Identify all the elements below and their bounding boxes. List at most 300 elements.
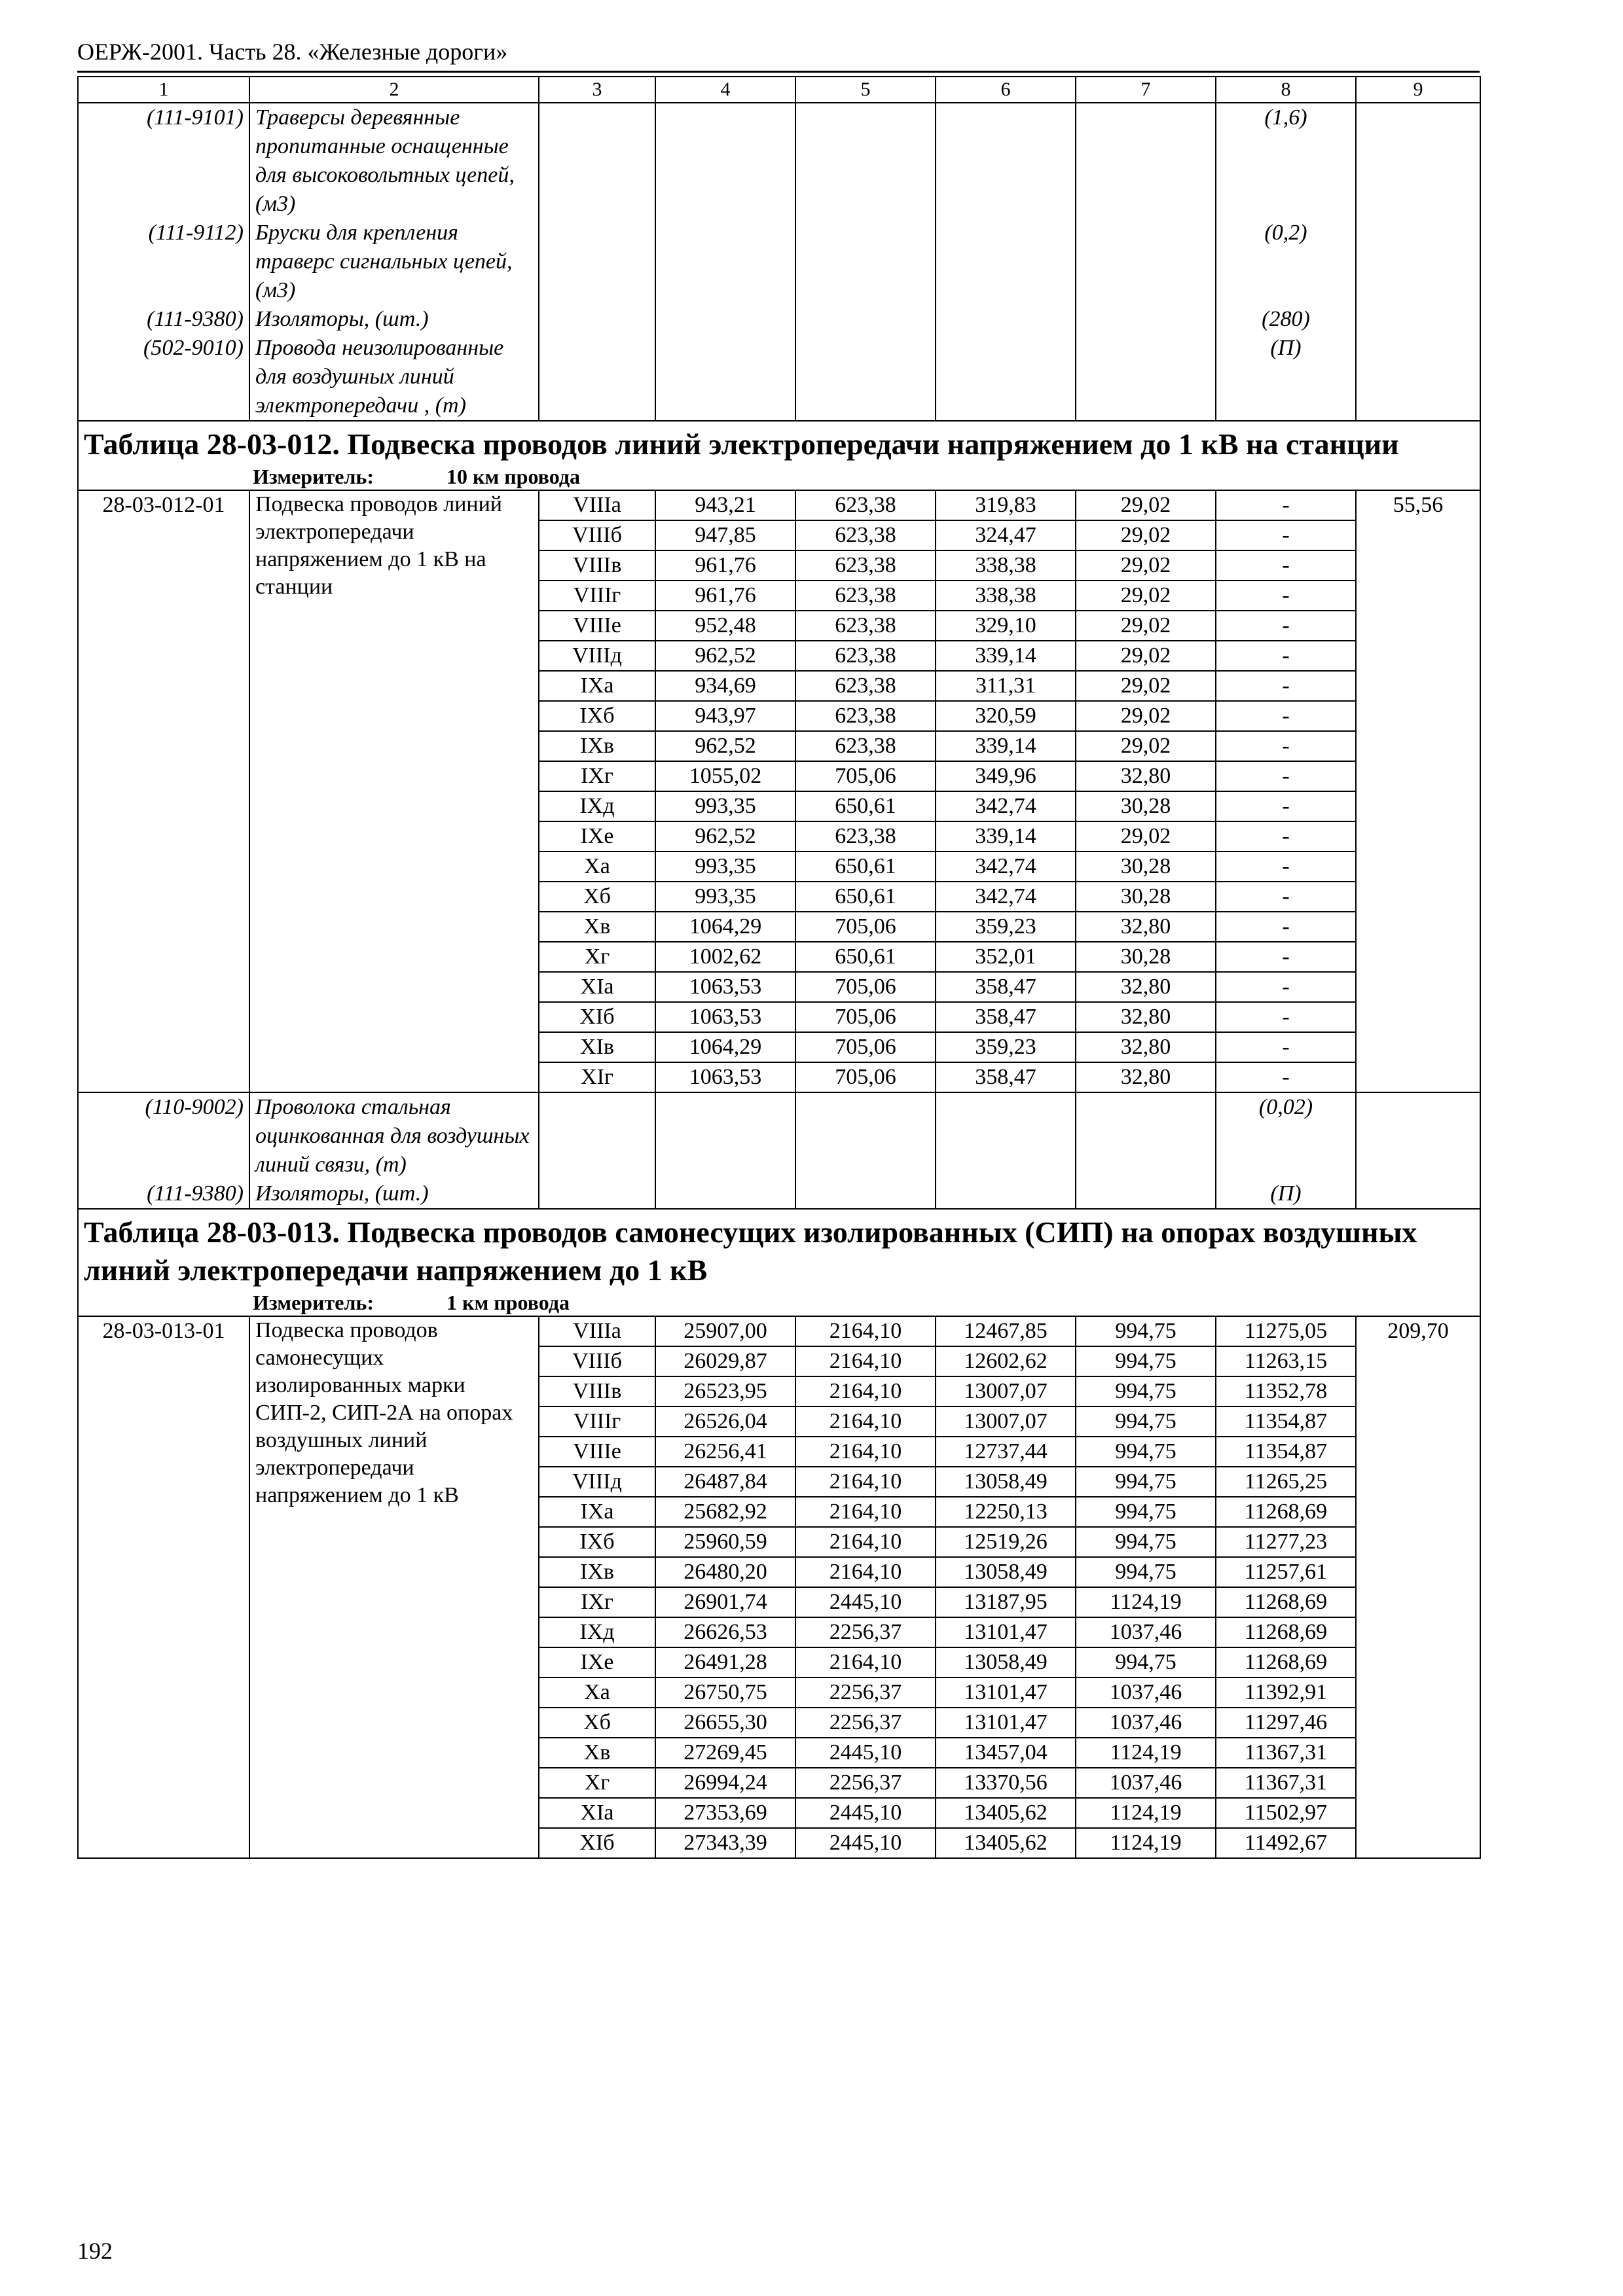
value-cell: 2164,10: [795, 1407, 936, 1437]
value-cell: 2164,10: [795, 1557, 936, 1587]
value-cell: 26480,20: [655, 1557, 795, 1587]
region-code: IXд: [539, 791, 655, 821]
rates-table: [77, 76, 1481, 1859]
resource-name: Траверсы деревянные пропитанные оснащенные для высоковольтных цепей, (м3): [255, 105, 515, 216]
measure: [84, 463, 1474, 490]
value-cell: 30,28: [1076, 942, 1216, 972]
value-cell: 338,38: [936, 581, 1076, 611]
header-rule: [77, 71, 1480, 73]
table-row: [78, 1316, 1480, 1346]
value-cell: 1124,19: [1076, 1738, 1216, 1768]
measure: [84, 1289, 1474, 1316]
value-cell: -: [1216, 942, 1356, 972]
empty-cell: [1076, 1092, 1216, 1209]
column-number: 8: [1216, 77, 1356, 103]
value-cell: 994,75: [1076, 1647, 1216, 1677]
value-cell: 11502,97: [1216, 1798, 1356, 1828]
region-code: VIIIб: [539, 1346, 655, 1376]
value-cell: 1037,46: [1076, 1768, 1216, 1798]
region-code: VIIIд: [539, 1467, 655, 1497]
region-code: VIIIб: [539, 520, 655, 550]
region-code: XIа: [539, 1798, 655, 1828]
value-cell: 358,47: [936, 1062, 1076, 1092]
value-cell: 320,59: [936, 701, 1076, 731]
value-cell: 13101,47: [936, 1708, 1076, 1738]
measure-value: 10 км провода: [447, 465, 580, 488]
value-cell: -: [1216, 550, 1356, 581]
value-cell: 11277,23: [1216, 1527, 1356, 1557]
table-title-row: [78, 421, 1480, 490]
resource-name: Изоляторы, (шт.): [255, 307, 429, 331]
value-cell: 25682,92: [655, 1497, 795, 1527]
value-cell: 25907,00: [655, 1316, 795, 1346]
region-code: VIIIе: [539, 611, 655, 641]
value-cell: 994,75: [1076, 1376, 1216, 1407]
empty-cell: [655, 103, 795, 421]
column-number-row: [78, 77, 1480, 103]
region-code: VIIIв: [539, 550, 655, 581]
resource-value: (П): [1270, 336, 1302, 360]
value-cell: 29,02: [1076, 641, 1216, 671]
value-cell: 623,38: [795, 821, 936, 852]
value-cell: 13405,62: [936, 1798, 1076, 1828]
value-cell: 32,80: [1076, 1002, 1216, 1032]
value-cell: 319,83: [936, 490, 1076, 520]
resource-code: (110-9002): [145, 1095, 244, 1119]
region-code: IXа: [539, 671, 655, 701]
column-number: 4: [655, 77, 795, 103]
value-cell: 13058,49: [936, 1467, 1076, 1497]
value-cell: 26750,75: [655, 1677, 795, 1708]
value-cell: -: [1216, 611, 1356, 641]
value-cell: 342,74: [936, 791, 1076, 821]
table-title: [78, 1209, 1480, 1316]
value-cell: 13058,49: [936, 1647, 1076, 1677]
table-title-row: [78, 1209, 1480, 1316]
region-code: Xв: [539, 1738, 655, 1768]
value-cell: -: [1216, 641, 1356, 671]
value-cell: 11268,69: [1216, 1647, 1356, 1677]
value-cell: 29,02: [1076, 490, 1216, 520]
value-cell: 943,97: [655, 701, 795, 731]
resource-value: (0,2): [1264, 221, 1307, 245]
value-cell: 961,76: [655, 550, 795, 581]
value-cell: 12737,44: [936, 1437, 1076, 1467]
resource-name: Проволока стальная оцинкованная для воздушных линий связи, (т): [255, 1095, 530, 1177]
value-cell: 993,35: [655, 791, 795, 821]
region-code: XIв: [539, 1032, 655, 1062]
value-cell: 32,80: [1076, 761, 1216, 791]
value-cell: -: [1216, 852, 1356, 882]
value-cell: -: [1216, 761, 1356, 791]
value-cell: 32,80: [1076, 912, 1216, 942]
region-code: Xг: [539, 1768, 655, 1798]
empty-cell: [795, 103, 936, 421]
value-cell: 12519,26: [936, 1527, 1076, 1557]
value-cell: 650,61: [795, 852, 936, 882]
value-cell: 650,61: [795, 791, 936, 821]
value-cell: 962,52: [655, 821, 795, 852]
empty-cell: [936, 103, 1076, 421]
value-cell: 11268,69: [1216, 1587, 1356, 1617]
value-cell: 13405,62: [936, 1828, 1076, 1858]
value-cell: -: [1216, 882, 1356, 912]
value-cell: 993,35: [655, 852, 795, 882]
value-cell: 1063,53: [655, 1002, 795, 1032]
value-cell: 2445,10: [795, 1738, 936, 1768]
region-code: Xг: [539, 942, 655, 972]
value-cell: -: [1216, 731, 1356, 761]
value-cell: 32,80: [1076, 1032, 1216, 1062]
value-cell: 29,02: [1076, 550, 1216, 581]
value-cell: 352,01: [936, 942, 1076, 972]
column-number: 6: [936, 77, 1076, 103]
col9-value: 55,56: [1356, 490, 1480, 1092]
value-cell: 26256,41: [655, 1437, 795, 1467]
resource-value: (П): [1270, 1181, 1302, 1206]
col9-value: 209,70: [1356, 1316, 1480, 1858]
value-cell: 961,76: [655, 581, 795, 611]
value-cell: 11265,25: [1216, 1467, 1356, 1497]
resource-names: [249, 103, 539, 421]
region-code: VIIIг: [539, 581, 655, 611]
resource-codes: [78, 103, 249, 421]
value-cell: 994,75: [1076, 1346, 1216, 1376]
value-cell: 11268,69: [1216, 1617, 1356, 1647]
value-cell: 2256,37: [795, 1768, 936, 1798]
value-cell: 994,75: [1076, 1497, 1216, 1527]
table-title-text: Таблица 28-03-012. Подвеска проводов линий электропередачи напряжением до 1 кВ на станции: [84, 427, 1399, 461]
value-cell: 25960,59: [655, 1527, 795, 1557]
value-cell: 2164,10: [795, 1467, 936, 1497]
value-cell: 29,02: [1076, 581, 1216, 611]
value-cell: 650,61: [795, 942, 936, 972]
value-cell: 1037,46: [1076, 1708, 1216, 1738]
resource-code: (111-9112): [148, 221, 244, 245]
rate-code: 28-03-012-01: [78, 490, 249, 1092]
value-cell: 2445,10: [795, 1587, 936, 1617]
rate-name: Подвеска проводов самонесущих изолированных марки СИП-2, СИП-2А на опорах воздушных линий электропередачи напряжением до 1 кВ: [249, 1316, 539, 1858]
value-cell: 29,02: [1076, 611, 1216, 641]
value-cell: 1064,29: [655, 1032, 795, 1062]
value-cell: 30,28: [1076, 791, 1216, 821]
value-cell: 11352,78: [1216, 1376, 1356, 1407]
value-cell: 13058,49: [936, 1557, 1076, 1587]
column-number: 3: [539, 77, 655, 103]
value-cell: 943,21: [655, 490, 795, 520]
resource-block: [78, 1092, 1480, 1209]
value-cell: 994,75: [1076, 1437, 1216, 1467]
value-cell: 11275,05: [1216, 1316, 1356, 1346]
value-cell: -: [1216, 1002, 1356, 1032]
region-code: XIб: [539, 1002, 655, 1032]
value-cell: 11268,69: [1216, 1497, 1356, 1527]
value-cell: 994,75: [1076, 1407, 1216, 1437]
value-cell: 993,35: [655, 882, 795, 912]
value-cell: 27269,45: [655, 1738, 795, 1768]
region-code: IXе: [539, 821, 655, 852]
measure-value: 1 км провода: [447, 1291, 570, 1314]
value-cell: 2256,37: [795, 1617, 936, 1647]
region-code: VIIIа: [539, 1316, 655, 1346]
value-cell: 11392,91: [1216, 1677, 1356, 1708]
value-cell: 623,38: [795, 671, 936, 701]
value-cell: 2164,10: [795, 1497, 936, 1527]
resource-value: (1,6): [1264, 105, 1307, 130]
region-code: IXг: [539, 761, 655, 791]
value-cell: 1124,19: [1076, 1798, 1216, 1828]
value-cell: 11492,67: [1216, 1828, 1356, 1858]
value-cell: 26655,30: [655, 1708, 795, 1738]
resource-code: (111-9380): [147, 1181, 244, 1206]
value-cell: 2164,10: [795, 1527, 936, 1557]
value-cell: 359,23: [936, 912, 1076, 942]
value-cell: 358,47: [936, 1002, 1076, 1032]
value-cell: 12250,13: [936, 1497, 1076, 1527]
value-cell: 324,47: [936, 520, 1076, 550]
value-cell: 26901,74: [655, 1587, 795, 1617]
value-cell: -: [1216, 490, 1356, 520]
value-cell: -: [1216, 791, 1356, 821]
value-cell: -: [1216, 581, 1356, 611]
value-cell: 705,06: [795, 1032, 936, 1062]
column-number: 2: [249, 77, 539, 103]
region-code: IXе: [539, 1647, 655, 1677]
page-number: 192: [77, 2238, 113, 2264]
value-cell: 32,80: [1076, 1062, 1216, 1092]
resource-code: (111-9380): [147, 307, 244, 331]
column-number: 9: [1356, 77, 1480, 103]
value-cell: 994,75: [1076, 1557, 1216, 1587]
value-cell: 1055,02: [655, 761, 795, 791]
value-cell: 30,28: [1076, 852, 1216, 882]
region-code: XIб: [539, 1828, 655, 1858]
value-cell: 962,52: [655, 731, 795, 761]
region-code: Xа: [539, 852, 655, 882]
value-cell: 2164,10: [795, 1376, 936, 1407]
empty-cell: [539, 1092, 655, 1209]
measure-label: Измеритель:: [253, 465, 374, 488]
value-cell: 623,38: [795, 550, 936, 581]
region-code: IXб: [539, 701, 655, 731]
value-cell: 13007,07: [936, 1376, 1076, 1407]
value-cell: 962,52: [655, 641, 795, 671]
value-cell: 342,74: [936, 882, 1076, 912]
value-cell: -: [1216, 671, 1356, 701]
value-cell: 994,75: [1076, 1527, 1216, 1557]
resource-name: Изоляторы, (шт.): [255, 1181, 429, 1206]
value-cell: 2164,10: [795, 1647, 936, 1677]
value-cell: 26626,53: [655, 1617, 795, 1647]
value-cell: 26994,24: [655, 1768, 795, 1798]
value-cell: 26526,04: [655, 1407, 795, 1437]
value-cell: 27353,69: [655, 1798, 795, 1828]
value-cell: 11297,46: [1216, 1708, 1356, 1738]
value-cell: 13457,04: [936, 1738, 1076, 1768]
region-code: Xв: [539, 912, 655, 942]
value-cell: -: [1216, 912, 1356, 942]
measure-label: Измеритель:: [253, 1291, 374, 1314]
value-cell: 623,38: [795, 581, 936, 611]
value-cell: 994,75: [1076, 1316, 1216, 1346]
value-cell: 994,75: [1076, 1467, 1216, 1497]
region-code: IXд: [539, 1617, 655, 1647]
value-cell: 705,06: [795, 912, 936, 942]
value-cell: 623,38: [795, 611, 936, 641]
value-cell: 29,02: [1076, 821, 1216, 852]
value-cell: 13007,07: [936, 1407, 1076, 1437]
resource-values: [1216, 103, 1356, 421]
value-cell: 338,38: [936, 550, 1076, 581]
empty-cell: [936, 1092, 1076, 1209]
value-cell: 947,85: [655, 520, 795, 550]
value-cell: 329,10: [936, 611, 1076, 641]
region-code: VIIIа: [539, 490, 655, 520]
value-cell: 29,02: [1076, 701, 1216, 731]
value-cell: 12602,62: [936, 1346, 1076, 1376]
value-cell: 2164,10: [795, 1437, 936, 1467]
column-number: 5: [795, 77, 936, 103]
region-code: IXа: [539, 1497, 655, 1527]
value-cell: 339,14: [936, 731, 1076, 761]
column-number: 1: [78, 77, 249, 103]
empty-cell: [655, 1092, 795, 1209]
value-cell: 623,38: [795, 731, 936, 761]
value-cell: 349,96: [936, 761, 1076, 791]
column-number: 7: [1076, 77, 1216, 103]
value-cell: 623,38: [795, 641, 936, 671]
empty-cell: [539, 103, 655, 421]
value-cell: 342,74: [936, 852, 1076, 882]
value-cell: 11367,31: [1216, 1768, 1356, 1798]
rate-name: Подвеска проводов линий электропередачи напряжением до 1 кВ на станции: [249, 490, 539, 1092]
value-cell: 13370,56: [936, 1768, 1076, 1798]
value-cell: 339,14: [936, 821, 1076, 852]
value-cell: 311,31: [936, 671, 1076, 701]
region-code: XIа: [539, 972, 655, 1002]
value-cell: 705,06: [795, 972, 936, 1002]
value-cell: 29,02: [1076, 671, 1216, 701]
value-cell: -: [1216, 520, 1356, 550]
value-cell: -: [1216, 1032, 1356, 1062]
value-cell: 29,02: [1076, 731, 1216, 761]
value-cell: 1124,19: [1076, 1828, 1216, 1858]
value-cell: 2445,10: [795, 1828, 936, 1858]
region-code: VIIIв: [539, 1376, 655, 1407]
value-cell: 26491,28: [655, 1647, 795, 1677]
region-code: Xа: [539, 1677, 655, 1708]
resource-code: (502-9010): [143, 336, 244, 360]
value-cell: 29,02: [1076, 520, 1216, 550]
resource-values: [1216, 1092, 1356, 1209]
value-cell: 705,06: [795, 1062, 936, 1092]
value-cell: 934,69: [655, 671, 795, 701]
value-cell: 623,38: [795, 520, 936, 550]
value-cell: 2256,37: [795, 1677, 936, 1708]
empty-cell: [795, 1092, 936, 1209]
rate-code: 28-03-013-01: [78, 1316, 249, 1858]
value-cell: 30,28: [1076, 882, 1216, 912]
value-cell: 623,38: [795, 701, 936, 731]
value-cell: -: [1216, 821, 1356, 852]
region-code: VIIIе: [539, 1437, 655, 1467]
value-cell: 11263,15: [1216, 1346, 1356, 1376]
region-code: VIIIд: [539, 641, 655, 671]
value-cell: 952,48: [655, 611, 795, 641]
value-cell: 359,23: [936, 1032, 1076, 1062]
value-cell: 13101,47: [936, 1617, 1076, 1647]
resource-value: (280): [1262, 307, 1310, 331]
page-header: ОЕРЖ-2001. Часть 28. «Железные дороги»: [77, 39, 508, 65]
value-cell: 12467,85: [936, 1316, 1076, 1346]
value-cell: -: [1216, 701, 1356, 731]
value-cell: 2164,10: [795, 1346, 936, 1376]
region-code: IXв: [539, 1557, 655, 1587]
empty-cell: [1356, 103, 1480, 421]
value-cell: 358,47: [936, 972, 1076, 1002]
value-cell: 1037,46: [1076, 1617, 1216, 1647]
resource-names: [249, 1092, 539, 1209]
value-cell: 1064,29: [655, 912, 795, 942]
value-cell: 705,06: [795, 1002, 936, 1032]
region-code: Xб: [539, 882, 655, 912]
value-cell: 1063,53: [655, 1062, 795, 1092]
table-title-text: Таблица 28-03-013. Подвеска проводов самонесущих изолированных (СИП) на опорах воздушных линий электропередачи напряжением до 1 кВ: [84, 1215, 1417, 1287]
region-code: Xб: [539, 1708, 655, 1738]
value-cell: 26487,84: [655, 1467, 795, 1497]
value-cell: 650,61: [795, 882, 936, 912]
resource-block: [78, 103, 1480, 421]
region-code: IXб: [539, 1527, 655, 1557]
value-cell: 1037,46: [1076, 1677, 1216, 1708]
value-cell: 2445,10: [795, 1798, 936, 1828]
resource-name: Провода неизолированные для воздушных линий электропередачи , (т): [255, 336, 504, 418]
empty-cell: [1356, 1092, 1480, 1209]
region-code: IXг: [539, 1587, 655, 1617]
value-cell: 32,80: [1076, 972, 1216, 1002]
value-cell: 26523,95: [655, 1376, 795, 1407]
region-code: XIг: [539, 1062, 655, 1092]
value-cell: 27343,39: [655, 1828, 795, 1858]
table-title: [78, 421, 1480, 490]
value-cell: 26029,87: [655, 1346, 795, 1376]
table-row: [78, 490, 1480, 520]
value-cell: -: [1216, 972, 1356, 1002]
value-cell: 13187,95: [936, 1587, 1076, 1617]
resource-name: Бруски для крепления траверс сигнальных цепей, (м3): [255, 221, 513, 302]
value-cell: 11257,61: [1216, 1557, 1356, 1587]
resource-code: (111-9101): [147, 105, 244, 130]
value-cell: 11354,87: [1216, 1407, 1356, 1437]
value-cell: 11354,87: [1216, 1437, 1356, 1467]
region-code: VIIIг: [539, 1407, 655, 1437]
region-code: IXв: [539, 731, 655, 761]
resource-codes: [78, 1092, 249, 1209]
value-cell: 705,06: [795, 761, 936, 791]
value-cell: 2256,37: [795, 1708, 936, 1738]
value-cell: 623,38: [795, 490, 936, 520]
value-cell: 339,14: [936, 641, 1076, 671]
value-cell: 11367,31: [1216, 1738, 1356, 1768]
value-cell: 2164,10: [795, 1316, 936, 1346]
value-cell: 1063,53: [655, 972, 795, 1002]
value-cell: -: [1216, 1062, 1356, 1092]
empty-cell: [1076, 103, 1216, 421]
value-cell: 1002,62: [655, 942, 795, 972]
value-cell: 1124,19: [1076, 1587, 1216, 1617]
value-cell: 13101,47: [936, 1677, 1076, 1708]
resource-value: (0,02): [1258, 1095, 1313, 1119]
